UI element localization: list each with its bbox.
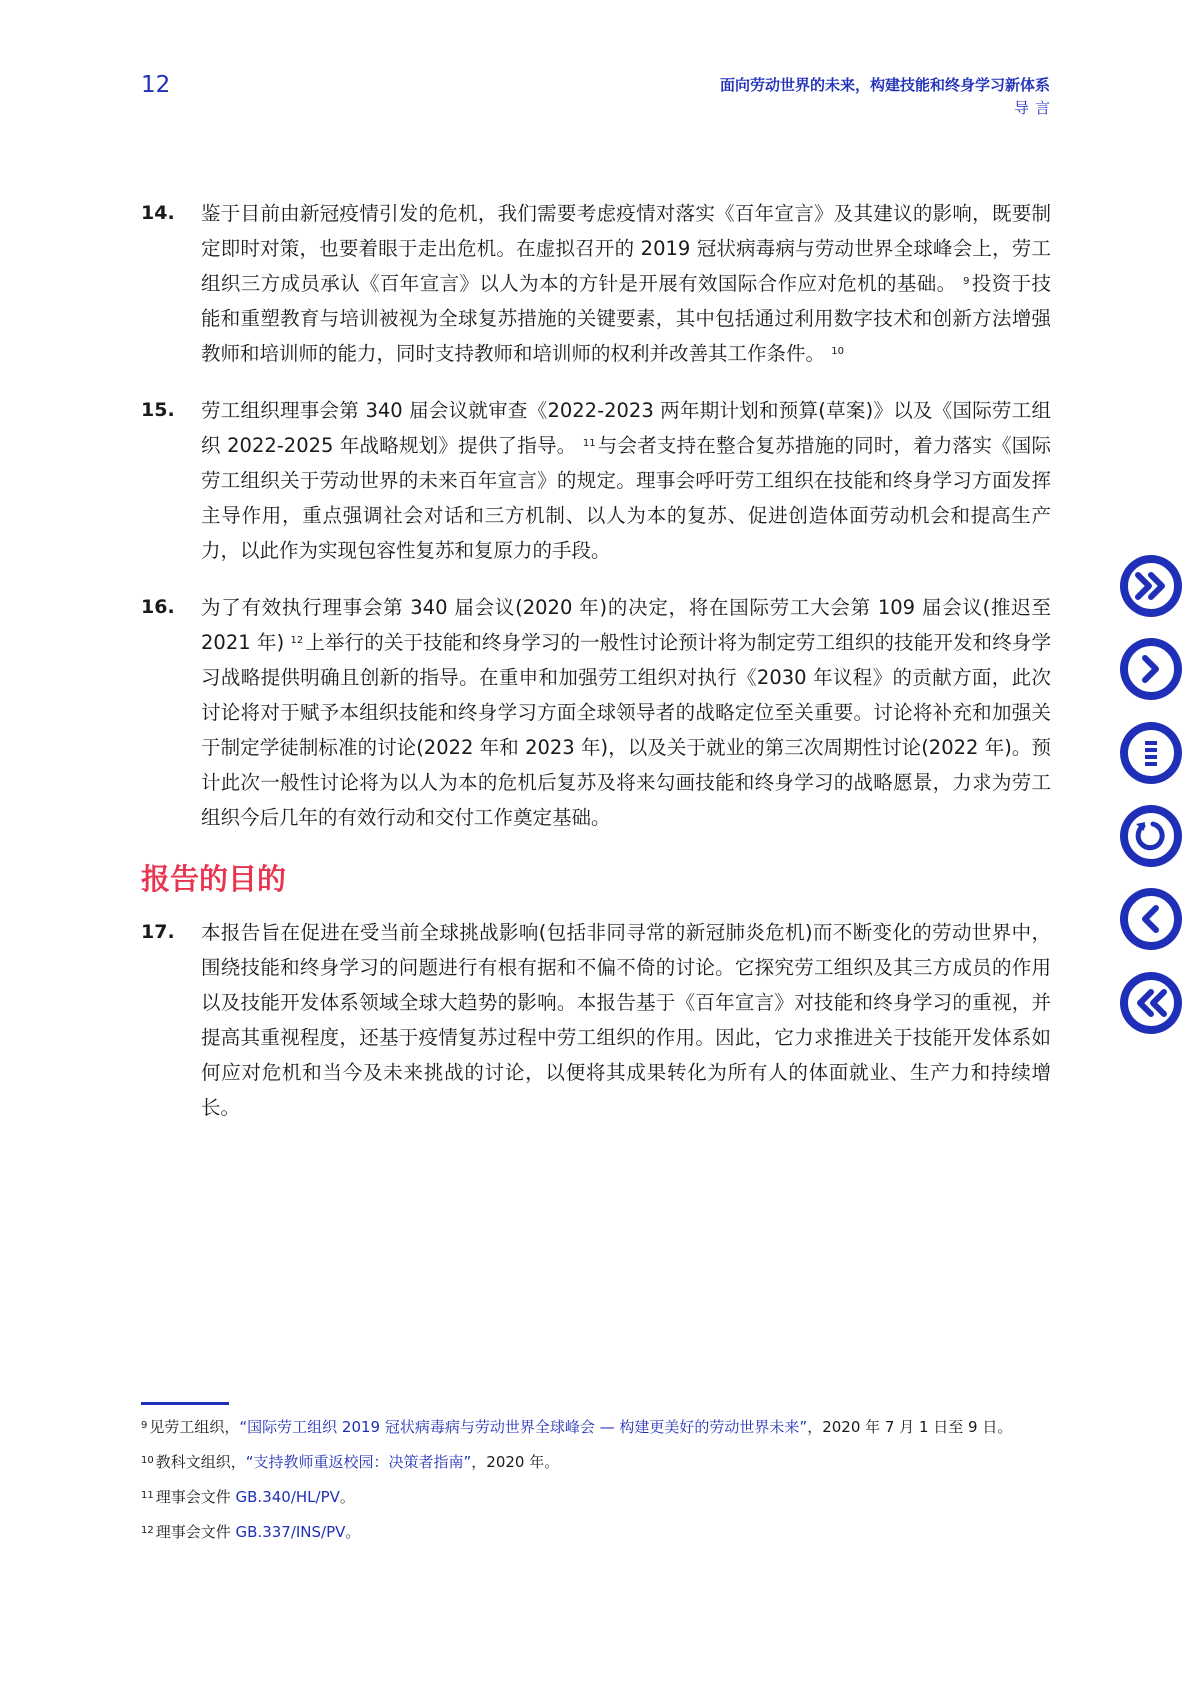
previous-page-icon: [1131, 899, 1171, 939]
previous-page-button[interactable]: [1120, 888, 1182, 950]
footnote-divider: [141, 1402, 229, 1405]
paragraph-number: 17.: [141, 921, 175, 943]
paragraph-16: [141, 590, 1051, 835]
footnote-link[interactable]: “国际劳工组织 2019 冠状病毒病与劳动世界全球峰会 — 构建更美好的劳动世界未来”: [239, 1418, 808, 1436]
footnote-10: $^{10}$ 教科文组织，“支持教师重返校园：决策者指南”，2020 年。: [141, 1453, 560, 1471]
paragraph-number: 15.: [141, 399, 175, 421]
next-page-button[interactable]: [1120, 638, 1182, 700]
paragraph-text: 鉴于目前由新冠疫情引发的危机，我们需要考虑疫情对落实《百年宣言》及其建议的影响，既要制定即时对策，也要着眼于走出危机。在虚拟召开的 2019 冠状病毒病与劳动世界全球峰会上，劳工组织三方成员承认《百年宣言》以人为本的方针是开展有效国际合作应对危机的基础。 $^9$ 投资于技能和重塑教育与培训被视为全球复苏措施的关键要素，其中包括通过利用数字技术和创新方法增强教师和培训师的能力，同时支持教师和培训师的权利并改善其工作条件。 $^{10}$: [201, 202, 1051, 365]
section-heading: 报告的目的: [141, 862, 287, 896]
footnote-ref[interactable]: 11: [582, 438, 596, 449]
back-icon: [1131, 816, 1171, 856]
document-title: 面向劳动世界的未来，构建技能和终身学习新体系: [719, 76, 1050, 94]
first-page-button[interactable]: [1120, 972, 1182, 1034]
page-number: 12: [141, 72, 171, 98]
footnote-link[interactable]: GB.340/HL/PV: [235, 1488, 340, 1506]
paragraph-17: [141, 915, 1051, 1125]
footnote-12: $^{12}$ 理事会文件 GB.337/INS/PV。: [141, 1523, 361, 1541]
chapter-title: 导言: [1013, 99, 1056, 117]
paragraph-14: [141, 196, 1051, 371]
main-content: [141, 196, 1051, 1147]
footnote-link[interactable]: GB.337/INS/PV: [235, 1523, 346, 1541]
paragraph-text: 为了有效执行理事会第 340 届会议(2020 年)的决定，将在国际劳工大会第 109 届会议(推迟至 2021 年) $^{12}$ 上举行的关于技能和终身学习的一般性讨论预计将为制定劳工组织的技能开发和终身学习战略提供明确且创新的指导。在重申和加强劳工组织对执行《2030 年议程》的贡献方面，此次讨论将对于赋予本组织技能和终身学习方面全球领导者的战略定位至关重要。讨论将补充和加强关于制定学徒制标准的讨论(2022 年和 2023 年)，以及关于就业的第三次周期性讨论(2022 年)。预计此次一般性讨论将为以人为本的危机后复苏及将来勾画技能和终身学习的战略愿景，力求为劳工组织今后几年的有效行动和交付工作奠定基础。: [201, 596, 1051, 829]
running-header: [719, 74, 1056, 120]
footnote-link[interactable]: “支持教师重返校园：决策者指南”: [245, 1453, 472, 1471]
footnote-ref[interactable]: 9: [963, 276, 970, 287]
back-button[interactable]: [1120, 805, 1182, 867]
last-page-button[interactable]: [1120, 555, 1182, 617]
footnote-ref[interactable]: 10: [831, 346, 844, 357]
contents-button[interactable]: [1120, 722, 1182, 784]
paragraph-number: 14.: [141, 202, 175, 224]
footnotes: [141, 1414, 1051, 1554]
contents-icon: [1131, 733, 1171, 773]
footnote-ref[interactable]: 12: [290, 635, 304, 646]
footnote-11: $^{11}$ 理事会文件 GB.340/HL/PV。: [141, 1488, 355, 1506]
paragraph-text: 本报告旨在促进在受当前全球挑战影响(包括非同寻常的新冠肺炎危机)而不断变化的劳动世界中，围绕技能和终身学习的问题进行有根有据和不偏不倚的讨论。它探究劳工组织及其三方成员的作用以及技能开发体系领域全球大趋势的影响。本报告基于《百年宣言》对技能和终身学习的重视，并提高其重视程度，还基于疫情复苏过程中劳工组织的作用。因此，它力求推进关于技能开发体系如何应对危机和当今及未来挑战的讨论，以便将其成果转化为所有人的体面就业、生产力和持续增长。: [201, 921, 1051, 1119]
paragraph-number: 16.: [141, 596, 175, 618]
paragraph-text: 劳工组织理事会第 340 届会议就审查《2022-2023 两年期计划和预算(草案)》以及《国际劳工组织 2022-2025 年战略规划》提供了指导。 $^{11}$ 与会者支持在整合复苏措施的同时，着力落实《国际劳工组织关于劳动世界的未来百年宣言》的规定。理事会呼吁劳工组织在技能和终身学习方面发挥主导作用，重点强调社会对话和三方机制、以人为本的复苏、促进创造体面劳动机会和提高生产力，以此作为实现包容性复苏和复原力的手段。: [201, 399, 1051, 562]
paragraph-15: [141, 393, 1051, 568]
first-page-icon: [1131, 983, 1171, 1023]
footnote-9: $^9$ 见劳工组织，“国际劳工组织 2019 冠状病毒病与劳动世界全球峰会 — 构建更美好的劳动世界未来”，2020 年 7 月 1 日至 9 日。: [141, 1418, 1013, 1436]
next-page-icon: [1131, 649, 1171, 689]
last-page-icon: [1131, 566, 1171, 606]
